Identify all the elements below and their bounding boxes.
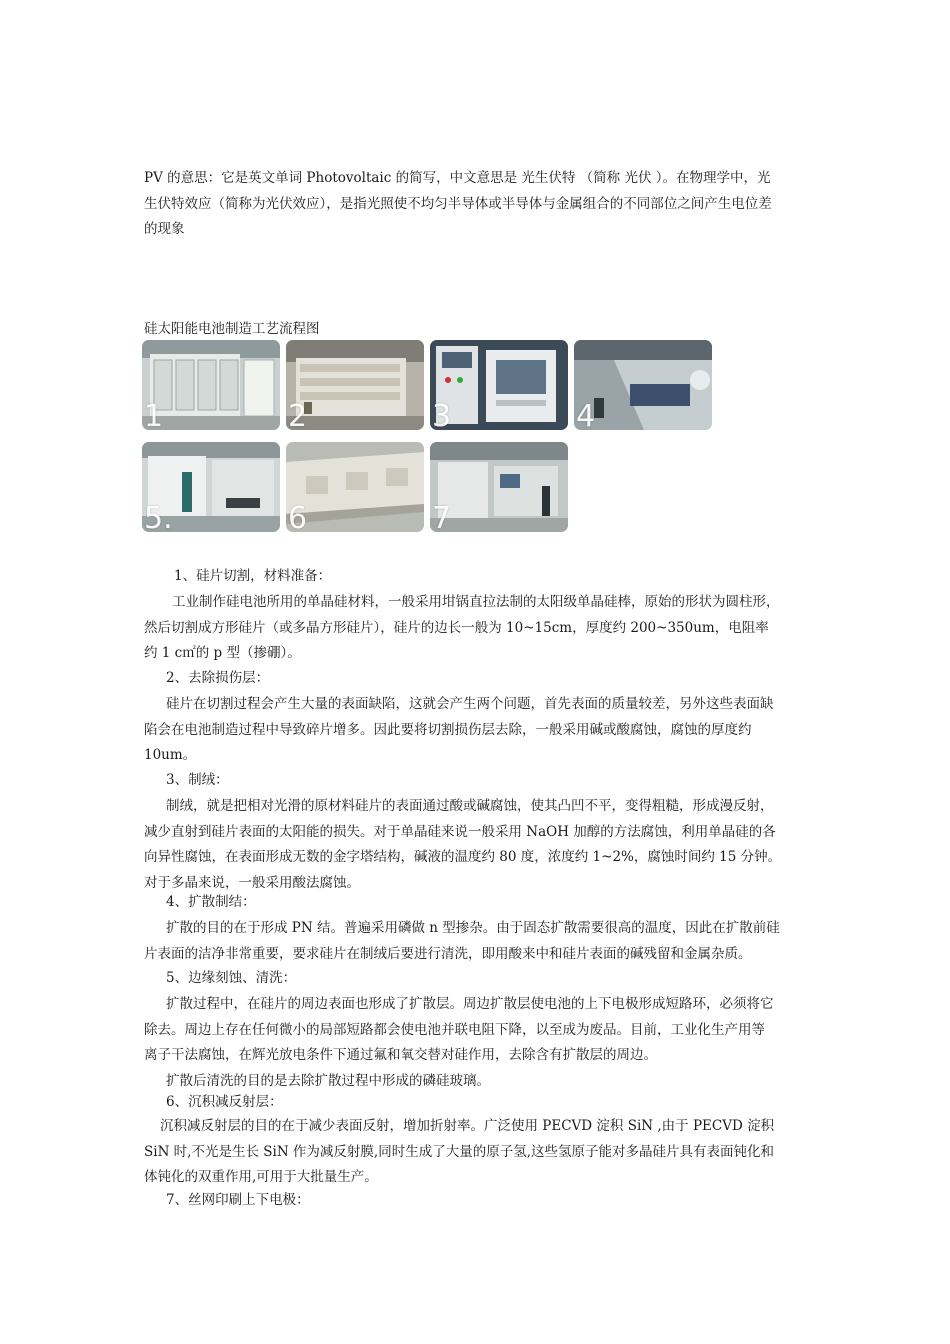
- figure-caption: 硅太阳能电池制造工艺流程图: [144, 321, 320, 337]
- section-heading: 6、沉积减反射层：: [166, 1094, 283, 1110]
- body-line: 片表面的洁净非常重要，要求硅片在制绒后要进行清洗，即用酸来中和硅片表面的碱残留和金属杂质。: [144, 945, 752, 962]
- process-photo-1: [142, 340, 280, 430]
- section-heading: 4、扩散制结：: [166, 894, 256, 910]
- intro-line: PV 的意思：它是英文单词 Photovoltaic 的简写，中文意思是 光生伏特 （简称 光伏 ）。在物理学中，光: [144, 170, 771, 186]
- photo-number: 6: [288, 501, 308, 532]
- photo-number: 1: [144, 399, 164, 430]
- process-photo-4: [574, 340, 712, 430]
- empty-grid-cell: [570, 442, 710, 534]
- body-line: 扩散后清洗的目的是去除扩散过程中形成的磷硅玻璃。: [166, 1072, 490, 1089]
- process-photo-2: [286, 340, 424, 430]
- process-photo-3: [430, 340, 568, 430]
- body-line: 对于多晶来说，一般采用酸法腐蚀。: [144, 874, 360, 891]
- body-line: 扩散过程中，在硅片的周边表面也形成了扩散层。周边扩散层使电池的上下电极形成短路环，必须将它: [166, 996, 774, 1012]
- body-line: SiN 时,不光是生长 SiN 作为减反射膜,同时生成了大量的原子氢,这些氢原子能对多晶硅片具有表面钝化和: [144, 1143, 775, 1160]
- section-heading: 3、制绒：: [166, 772, 229, 788]
- intro-paragraph: [144, 166, 812, 243]
- body-line: 离子干法腐蚀，在辉光放电条件下通过氟和氧交替对硅作用，去除含有扩散层的周边。: [144, 1047, 657, 1063]
- process-photo-5: [142, 442, 280, 532]
- section-body: [144, 692, 812, 769]
- photo-number: 7: [432, 501, 452, 532]
- body-line: 沉积减反射层的目的在于减少表面反射，增加折射率。广泛使用 PECVD 淀积 SiN ,由于 PECVD 淀积: [160, 1118, 775, 1134]
- section-body: [144, 590, 812, 667]
- intro-line: 的现象: [144, 221, 185, 237]
- body-line: 扩散的目的在于形成 PN 结。普遍采用磷做 n 型掺杂。由于固态扩散需要很高的温度，因此在扩散前硅: [166, 920, 780, 936]
- section-heading: 5、边缘刻蚀、清洗：: [166, 970, 297, 986]
- process-photo-6: [286, 442, 424, 532]
- body-line: 减少直射到硅片表面的太阳能的损失。对于单晶硅来说一般采用 NaOH 加醇的方法腐蚀，利用单晶硅的各: [144, 823, 776, 840]
- body-line: 硅片在切割过程会产生大量的表面缺陷，这就会产生两个问题，首先表面的质量较差，另外这些表面缺: [166, 696, 774, 712]
- photo-number: 2: [288, 399, 308, 430]
- body-line: 向异性腐蚀，在表面形成无数的金字塔结构，碱液的温度约 80 度，浓度约 1~2%，腐蚀时间约 15 分钟。: [144, 849, 782, 865]
- body-line: 制绒，就是把相对光滑的原材料硅片的表面通过酸或碱腐蚀，使其凸凹不平，变得粗糙，形成漫反射，: [166, 798, 774, 814]
- body-line: 陷会在电池制造过程中导致碎片增多。因此要将切割损伤层去除，一般采用碱或酸腐蚀，腐蚀的厚度约: [144, 721, 752, 738]
- section-body: [144, 1114, 812, 1191]
- section-body: [144, 992, 812, 1094]
- process-photo-7: [430, 442, 568, 532]
- body-line: 工业制作硅电池所用的单晶硅材料，一般采用坩锅直拉法制的太阳级单晶硅棒，原始的形状为圆柱形，: [172, 594, 780, 610]
- section-heading: 1、硅片切割，材料准备：: [174, 568, 332, 584]
- section-body: [144, 916, 812, 967]
- photo-number: 3: [432, 399, 452, 430]
- process-photo-grid: [142, 340, 710, 534]
- section-heading: 2、去除损伤层：: [166, 670, 270, 686]
- body-line: 约 1 c㎡的 p 型（掺硼）。: [144, 645, 301, 661]
- section-heading: 7、丝网印刷上下电极：: [166, 1192, 310, 1208]
- body-line: 体钝化的双重作用,可用于大批量生产。: [144, 1169, 378, 1185]
- photo-number: 4: [576, 399, 596, 430]
- section-body: [144, 794, 812, 896]
- body-line: 除去。周边上存在任何微小的局部短路都会使电池并联电阻下降，以至成为废品。目前，工业化生产用等: [144, 1021, 765, 1038]
- intro-line: 生伏特效应（简称为光伏效应），是指光照使不均匀半导体或半导体与金属组合的不同部位之间产生电位差: [144, 195, 772, 212]
- photo-number: 5.: [144, 501, 173, 532]
- body-line: 10um。: [144, 747, 197, 763]
- body-line: 然后切割成方形硅片（或多晶方形硅片），硅片的边长一般为 10~15cm，厚度约 200~350um，电阻率: [144, 619, 769, 636]
